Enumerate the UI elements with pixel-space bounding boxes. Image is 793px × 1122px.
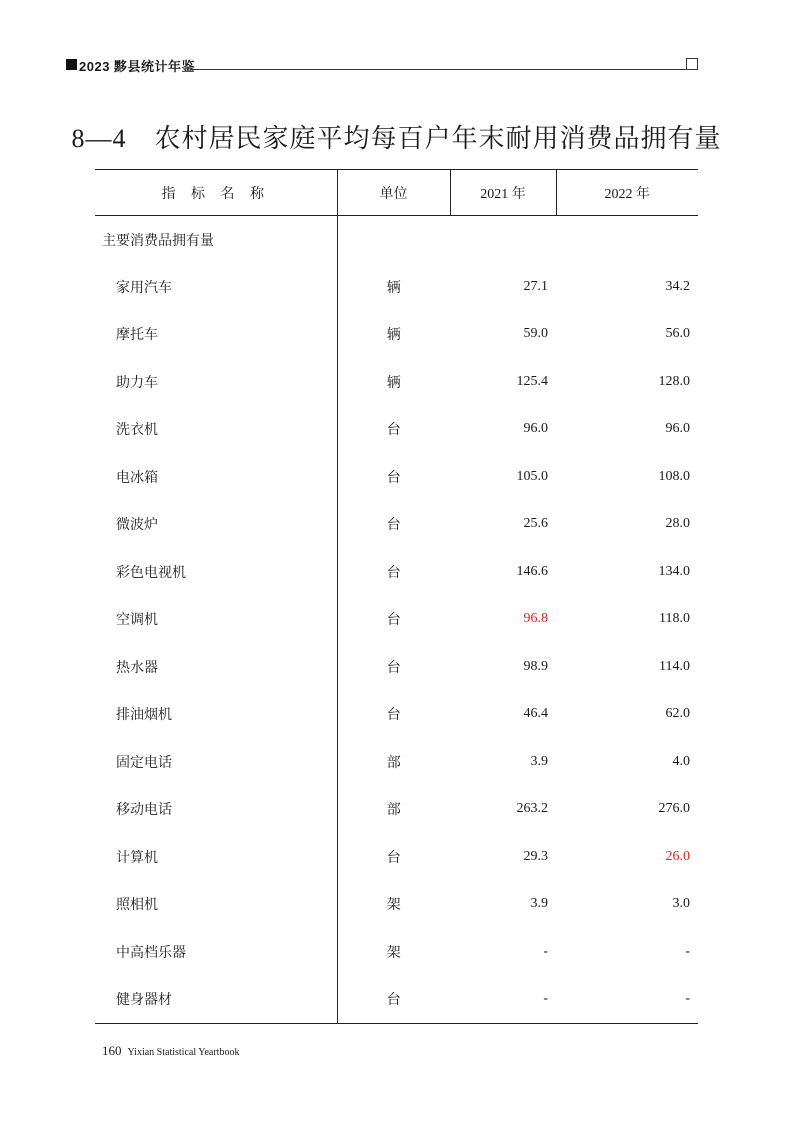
indicator-name: 照相机: [116, 898, 158, 914]
value-2022: 4.0: [672, 753, 690, 769]
value-2022: 96.0: [665, 421, 690, 437]
value-2021-highlighted: 96.8: [523, 611, 548, 627]
value-2021: 3.9: [530, 896, 548, 912]
table-row: [95, 691, 698, 739]
value-2022: 118.0: [659, 611, 690, 627]
indicator-name: 助力车: [116, 375, 158, 391]
unit-cell: 架: [337, 928, 450, 976]
indicator-name: 固定电话: [116, 755, 172, 771]
table-row: [95, 263, 698, 311]
unit-cell: 台: [337, 548, 450, 596]
table-header-row: [95, 170, 698, 216]
unit-cell: 台: [337, 833, 450, 881]
value-2022: 62.0: [665, 706, 690, 722]
unit-cell: 架: [337, 881, 450, 929]
unit-cell: 台: [337, 691, 450, 739]
value-2021: 146.6: [516, 563, 548, 579]
indicator-name: 彩色电视机: [116, 565, 186, 581]
indicator-name: 家用汽车: [116, 280, 172, 296]
col-header-2022: 2022 年: [556, 170, 698, 216]
value-2022: 276.0: [658, 801, 690, 817]
value-2021: 46.4: [523, 706, 548, 722]
page-header: [66, 56, 698, 74]
table-row: [95, 358, 698, 406]
yearbook-label: 2023 黟县统计年鉴: [79, 59, 196, 74]
page-footer: [102, 1042, 239, 1060]
table-title: 农村居民家庭平均每百户年末耐用消费品拥有量: [154, 124, 722, 153]
unit-cell: 台: [337, 406, 450, 454]
value-2021: 27.1: [523, 278, 548, 294]
indicator-name: 排油烟机: [116, 708, 172, 724]
page-title: [0, 118, 793, 155]
value-2021: -: [450, 976, 556, 1024]
value-2021: 59.0: [523, 326, 548, 342]
header-box-mark: [686, 58, 698, 70]
unit-cell: 台: [337, 976, 450, 1024]
col-header-2021: 2021 年: [450, 170, 556, 216]
value-2021: 98.9: [523, 658, 548, 674]
value-2021: 3.9: [530, 753, 548, 769]
value-2022: 3.0: [672, 896, 690, 912]
value-2022: 134.0: [658, 563, 690, 579]
unit-cell: 辆: [337, 263, 450, 311]
indicator-name: 计算机: [116, 850, 158, 866]
value-2022: 56.0: [665, 326, 690, 342]
indicator-name: 热水器: [116, 660, 158, 676]
value-2021: 29.3: [523, 848, 548, 864]
table-row: [95, 596, 698, 644]
page-number: 160: [102, 1043, 122, 1058]
unit-cell: 辆: [337, 358, 450, 406]
value-2021: 96.0: [523, 421, 548, 437]
indicator-name: 洗衣机: [116, 423, 158, 439]
value-2022: 28.0: [665, 516, 690, 532]
value-2022: -: [556, 976, 698, 1024]
value-2022: 108.0: [658, 468, 690, 484]
indicator-name: 摩托车: [116, 328, 158, 344]
value-2022: 128.0: [658, 373, 690, 389]
indicator-name: 中高档乐器: [116, 945, 186, 961]
value-2021: 25.6: [523, 516, 548, 532]
unit-cell: 台: [337, 596, 450, 644]
value-2021: 263.2: [516, 801, 548, 817]
value-2021: -: [543, 943, 548, 959]
indicator-name: 微波炉: [116, 518, 158, 534]
value-2021: 125.4: [516, 373, 548, 389]
indicator-name: 电冰箱: [116, 470, 158, 486]
data-table: [95, 169, 698, 1024]
unit-cell: 台: [337, 643, 450, 691]
table-row: [95, 738, 698, 786]
unit-cell: [337, 216, 450, 264]
value-2021: 105.0: [516, 468, 548, 484]
unit-cell: 部: [337, 738, 450, 786]
unit-cell: 部: [337, 786, 450, 834]
unit-cell: 辆: [337, 311, 450, 359]
unit-cell: 台: [337, 453, 450, 501]
yearbook-english-title: Yixian Statistical Yeartbook: [127, 1047, 240, 1058]
value-2022: -: [685, 943, 690, 959]
table-row: [95, 548, 698, 596]
table-number: 8—4: [71, 124, 127, 153]
table-row: [95, 501, 698, 549]
unit-cell: 台: [337, 501, 450, 549]
value-2022: 34.2: [665, 278, 690, 294]
indicator-name: 健身器材: [95, 976, 337, 1024]
indicator-name: 空调机: [116, 613, 158, 629]
table-row: [95, 833, 698, 881]
table-row: [95, 311, 698, 359]
table-row: [95, 453, 698, 501]
indicator-name: 移动电话: [116, 803, 172, 819]
table-row: [95, 406, 698, 454]
section-label: 主要消费品拥有量: [102, 233, 214, 249]
table-row: [95, 928, 698, 976]
table-row: [95, 643, 698, 691]
section-row: [95, 216, 698, 264]
table-row: [95, 976, 698, 1024]
header-rule: [190, 69, 686, 70]
value-2022: 114.0: [659, 658, 690, 674]
value-2022-highlighted: 26.0: [665, 848, 690, 864]
table-row: [95, 881, 698, 929]
table-row: [95, 786, 698, 834]
header-square-mark: [66, 59, 77, 70]
col-header-unit: 单位: [337, 170, 450, 216]
col-header-indicator: 指 标 名 称: [95, 170, 337, 216]
